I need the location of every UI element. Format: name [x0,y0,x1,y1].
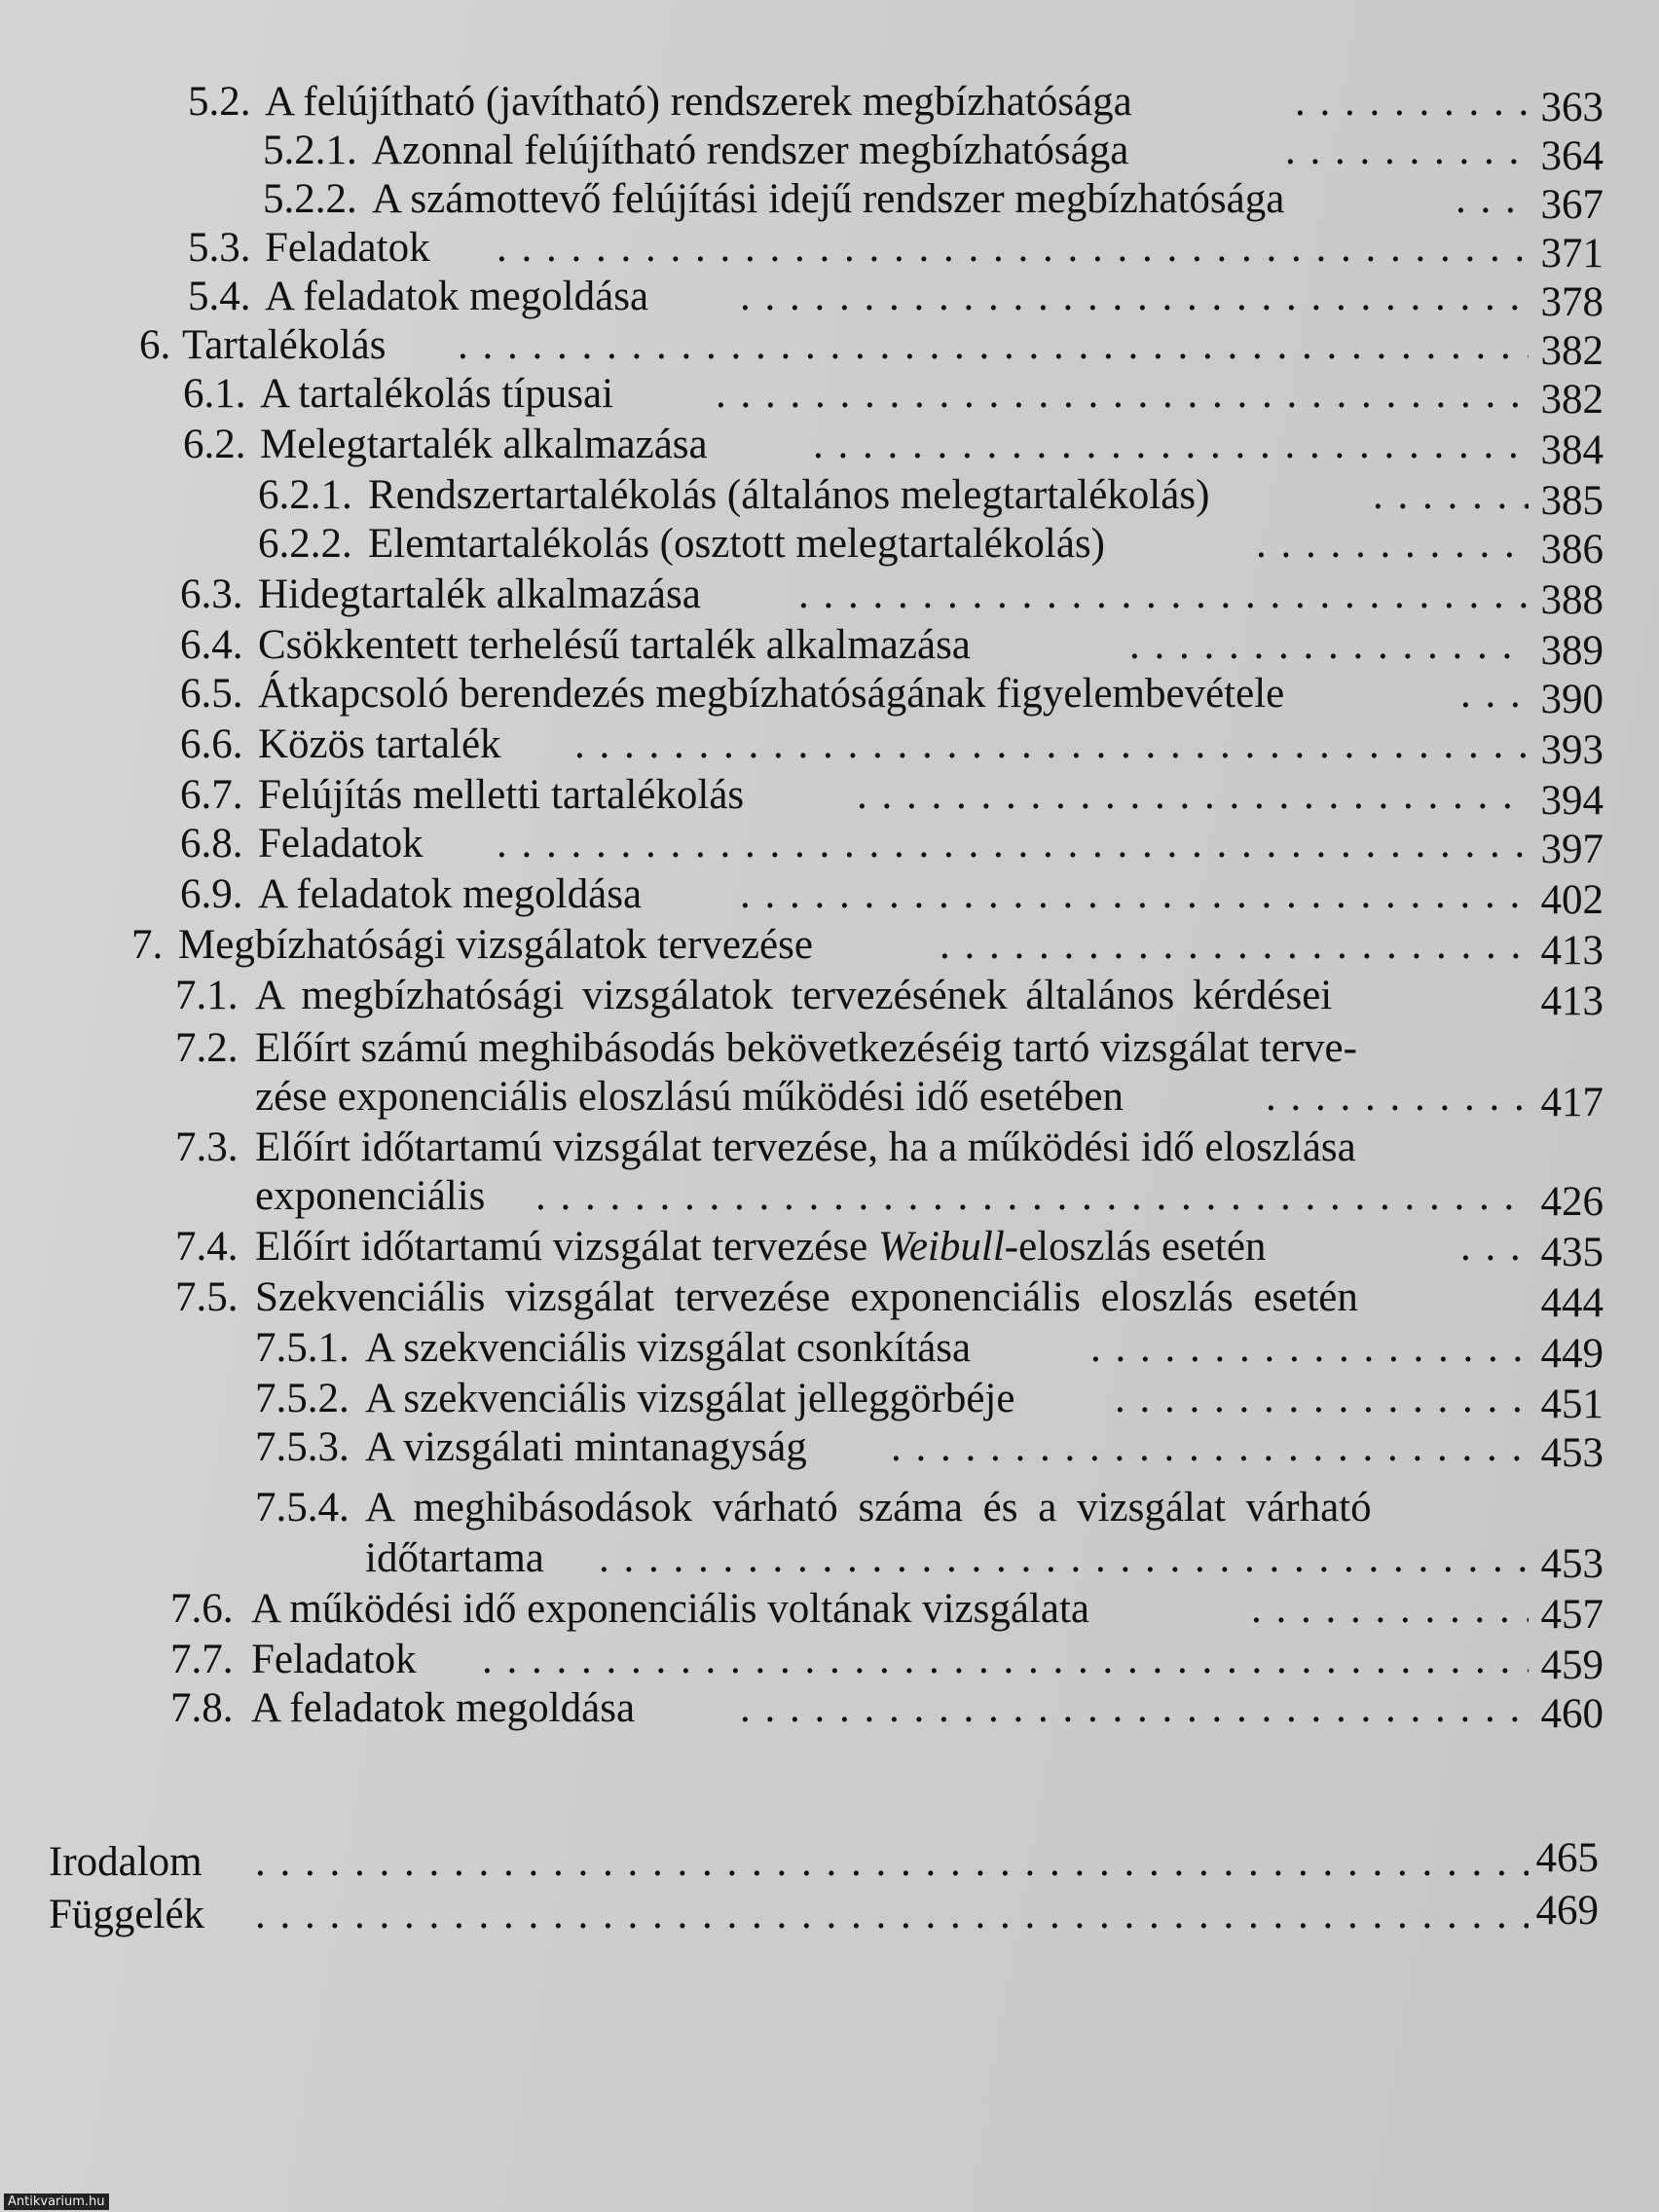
toc-entry-title: Előírt időtartamú vizsgálat tervezése, ha a működési idő eloszlása [255,1124,1356,1170]
dot-leader [940,919,1529,972]
toc-entry-title: A feladatok megoldása [251,1685,636,1731]
toc-entry-title: A feladatok megoldása [265,274,649,319]
toc-entry-title: Elemtartalékolás (osztott melegtartalékolás) [368,521,1105,567]
toc-entry-continuation [0,1071,1659,1124]
dot-leader [1285,125,1529,177]
toc-entry [0,668,1659,720]
toc-entry-title-continuation: exponenciális [255,1173,486,1219]
toc-entry-number: 5.3. [188,225,251,271]
toc-entry [0,1583,1659,1636]
toc-entry [0,1122,1659,1174]
toc-entry-number: 7.7. [170,1637,234,1682]
toc-entry [0,818,1659,870]
toc-entry-page: 460 [1540,1691,1604,1737]
toc-entry-number: 6.1. [183,371,246,417]
toc-entry [0,222,1659,275]
toc-entry [0,76,1659,129]
toc-entry-title: A számottevő felújítási idejű rendszer megbízhatósága [372,176,1285,222]
toc-entry [0,1373,1659,1425]
toc-entry-title-italic: Weibull [877,1224,1005,1270]
toc-entry [0,518,1659,571]
toc-entry [0,368,1659,421]
dot-leader [458,319,1529,372]
toc-entry-page: 386 [1540,527,1604,572]
toc-entry-number: 7.4. [175,1224,239,1270]
toc-entry-number: 6.8. [180,821,243,866]
toc-entry-number: 7.5.4. [255,1485,350,1530]
dot-leader [716,368,1529,421]
dot-leader [1373,469,1529,522]
toc-entry-title [255,1221,1266,1273]
toc-entry [0,173,1659,226]
toc-entry [0,1322,1659,1375]
toc-entry-page: 417 [1540,1080,1604,1125]
toc-entry-title-part: Előírt időtartamú vizsgálat tervezése [255,1224,878,1270]
dot-leader [497,818,1529,870]
toc-entry-number: 6.2.1. [258,472,352,518]
toc-entry-continuation [0,1170,1659,1223]
toc-entry [0,1272,1659,1324]
dot-leader [482,1634,1529,1686]
toc-entry-page: 402 [1540,877,1604,923]
toc-entry [0,970,1659,1022]
watermark: Antikvarium.hu [4,2194,109,2210]
dot-leader [599,1532,1529,1585]
toc-entry-number: 7.5.1. [255,1325,350,1371]
toc-entry-title: Feladatok [265,225,430,271]
dot-leader [891,1421,1529,1474]
toc-entry [0,1482,1659,1534]
toc-entry-page: 459 [1540,1642,1604,1688]
toc-entry-page: 435 [1540,1230,1604,1275]
toc-entry-page: 457 [1540,1592,1604,1638]
toc-entry-page: 451 [1540,1382,1604,1427]
dot-leader [740,1682,1529,1735]
toc-entry-page: 389 [1540,628,1604,674]
toc-entry-title: Felújítás melletti tartalékolás [258,772,745,818]
toc-entry [0,1421,1659,1474]
dot-leader [1090,1322,1529,1375]
dot-leader [813,419,1529,471]
toc-entry-number: 7.1. [175,973,239,1018]
back-matter-entry [0,1889,1659,1941]
toc-entry-number: 7.3. [175,1124,239,1170]
toc-entry [0,868,1659,921]
toc-entry-page: 394 [1540,778,1604,824]
toc-entry-number: 6.4. [180,622,243,668]
toc-entry-title: Megbízhatósági vizsgálatok tervezése [178,922,813,968]
toc-entry-number: 6.2.2. [258,521,352,567]
toc-entry-number: 6.7. [180,772,243,818]
toc-entry-number: 7.5.3. [255,1424,350,1470]
toc-entry-title: Feladatok [251,1637,417,1682]
toc-entry-number: 6.9. [180,871,243,917]
back-matter-title: Függelék [49,1892,205,1937]
toc-entry-page: 453 [1540,1430,1604,1476]
toc-entry-title-part: -eloszlás esetén [1004,1224,1267,1270]
dot-leader [1251,1583,1529,1636]
toc-entry-page: 393 [1540,727,1604,773]
toc-entry-number: 7.8. [170,1685,234,1731]
toc-entry-page: 364 [1540,133,1604,179]
toc-entry-number: 5.2.1. [263,128,357,173]
toc-entry-number: 6.5. [180,671,243,717]
toc-entry [0,419,1659,471]
toc-entry-title: Szekvenciális vizsgálat tervezése exponenciális eloszlás esetén [255,1274,1358,1320]
dot-leader [255,1889,1529,1941]
dot-leader [740,868,1529,921]
toc-entry-title: A felújítható (javítható) rendszerek megbízhatósága [265,79,1132,125]
toc-entry [0,919,1659,972]
toc-entry [0,619,1659,672]
dot-leader [1129,619,1529,672]
toc-entry-title-continuation: zése exponenciális eloszlású működési idő esetében [255,1074,1124,1120]
toc-entry-page: 453 [1540,1541,1604,1587]
toc-entry-number: 7.5. [175,1274,239,1320]
toc-entry-number: 5.2. [188,79,251,125]
dot-leader [1460,1221,1529,1273]
toc-entry [0,1682,1659,1735]
toc-entry-page: 397 [1540,827,1604,872]
dot-leader [574,719,1529,771]
toc-entry-number: 7.6. [170,1586,234,1632]
toc-entry-title: Átkapcsoló berendezés megbízhatóságának figyelembevétele [258,671,1285,717]
toc-entry-title: A meghibásodások várható száma és a vizsgálat várható [365,1485,1372,1530]
toc-entry [0,1221,1659,1273]
toc-entry-page: 413 [1540,978,1604,1024]
toc-entry [0,319,1659,372]
toc-entry-title: Feladatok [258,821,424,866]
toc-entry-page: 378 [1540,279,1604,325]
toc-entry-continuation [0,1532,1659,1585]
dot-leader [255,1836,1529,1889]
dot-leader [740,271,1529,323]
toc-entry-title: Közös tartalék [258,721,501,767]
back-matter-entry [0,1836,1659,1889]
toc-entry-page: 363 [1540,85,1604,130]
toc-entry [0,271,1659,323]
toc-entry-title: Előírt számú meghibásodás bekövetkezéséig tartó vizsgálat terve- [255,1025,1357,1071]
toc-entry-title: A működési idő exponenciális voltának vizsgálata [251,1586,1089,1632]
toc-entry-title: A vizsgálati mintanagyság [365,1424,807,1470]
toc-entry-number: 6.3. [180,571,243,617]
toc-entry-title: A szekvenciális vizsgálat jelleggörbéje [365,1376,1015,1421]
toc-entry-number: 7.5.2. [255,1376,350,1421]
toc-entry-title: Tartalékolás [182,322,387,368]
toc-entry [0,469,1659,522]
toc-entry [0,1022,1659,1075]
toc-entry-number: 6.6. [180,721,243,767]
toc-entry [0,769,1659,822]
toc-entry-page: 388 [1540,577,1604,623]
toc-entry-title: Rendszertartalékolás (általános melegtartalékolás) [368,472,1210,518]
toc-entry-title: Csökkentett terhelésű tartalék alkalmazása [258,622,971,668]
toc-entry-page: 444 [1540,1280,1604,1326]
toc-entry-title-continuation: időtartama [365,1535,544,1581]
toc-entry [0,125,1659,177]
dot-leader [1115,1373,1529,1425]
dot-leader [1460,668,1529,720]
toc-entry-page: 371 [1540,231,1604,276]
dot-leader [497,222,1529,275]
toc-entry-title: A megbízhatósági vizsgálatok tervezésének általános kérdései [255,973,1333,1018]
dot-leader [1266,1071,1529,1124]
dot-leader [1456,173,1529,226]
back-matter-title: Irodalom [49,1839,203,1885]
toc-entry-number: 6. [139,322,171,368]
toc-entry-page: 385 [1540,478,1604,524]
toc-entry-number: 7. [131,922,164,968]
dot-leader [1256,518,1529,571]
back-matter-page: 465 [1535,1835,1599,1881]
dot-leader [535,1170,1529,1223]
dot-leader [857,769,1529,822]
toc-entry-title: A szekvenciális vizsgálat csonkítása [365,1325,972,1371]
toc-entry-page: 384 [1540,427,1604,473]
toc-entry-page: 426 [1540,1179,1604,1225]
toc-entry-page: 449 [1540,1331,1604,1377]
toc-entry-title: Hidegtartalék alkalmazása [258,571,701,617]
toc-entry [0,719,1659,771]
toc-entry [0,1634,1659,1686]
dot-leader [1295,76,1529,129]
toc-entry-number: 5.4. [188,274,251,319]
toc-entry-number: 6.2. [183,422,246,467]
toc-entry-title: Melegtartalék alkalmazása [260,422,708,467]
toc-entry-title: Azonnal felújítható rendszer megbízhatósága [372,128,1129,173]
toc-entry-page: 390 [1540,677,1604,722]
toc-entry-page: 382 [1540,328,1604,374]
toc-entry [0,569,1659,621]
toc-entry-page: 382 [1540,377,1604,423]
toc-entry-number: 5.2.2. [263,176,357,222]
toc-entry-title: A feladatok megoldása [258,871,643,917]
toc-entry-title: A tartalékolás típusai [260,371,614,417]
dot-leader [798,569,1529,621]
back-matter-page: 469 [1535,1888,1599,1934]
toc-entry-page: 413 [1540,928,1604,974]
toc-entry-page: 367 [1540,182,1604,228]
toc-entry-number: 7.2. [175,1025,239,1071]
